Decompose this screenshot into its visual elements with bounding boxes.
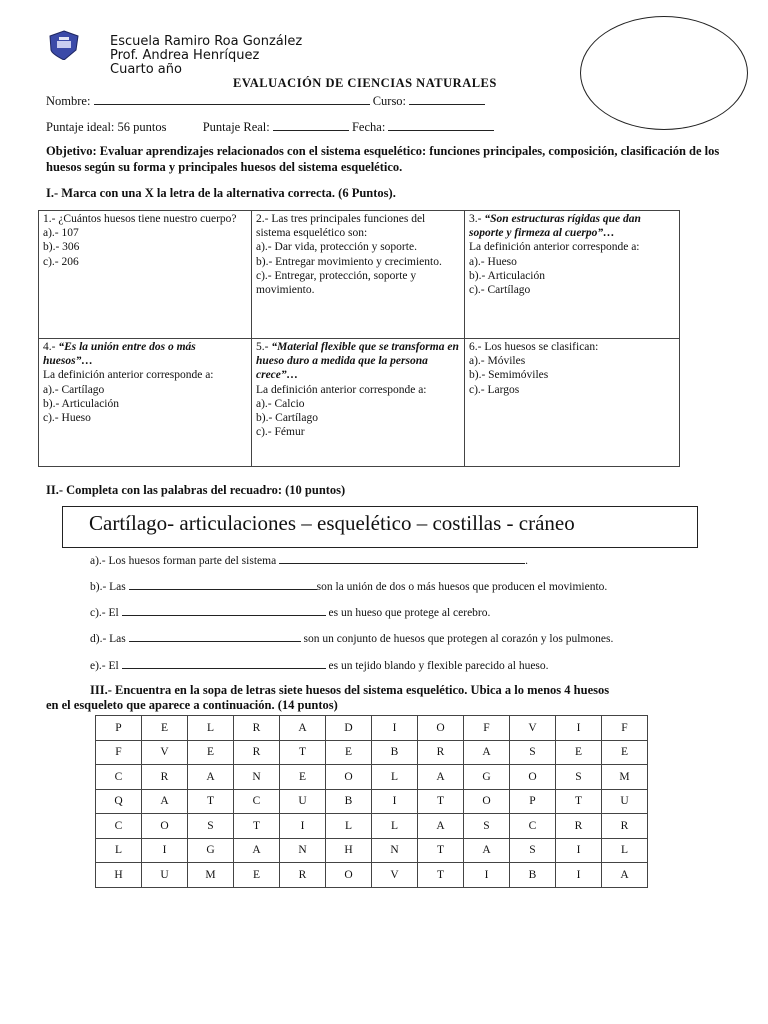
grid-cell[interactable]: O — [326, 765, 372, 790]
real-score-label: Puntaje Real: — [202, 120, 270, 134]
grid-cell[interactable]: L — [326, 814, 372, 839]
grid-cell[interactable]: P — [96, 716, 142, 741]
grid-cell[interactable]: F — [96, 740, 142, 765]
grid-cell[interactable]: R — [280, 863, 326, 888]
fill-text: . — [525, 555, 528, 567]
option[interactable]: c).- Fémur — [256, 426, 305, 439]
option[interactable]: a).- 107 — [43, 227, 79, 240]
question-2 — [252, 211, 465, 339]
grid-cell[interactable]: T — [280, 740, 326, 765]
grid-cell[interactable]: S — [188, 814, 234, 839]
fill-text: e).- El — [90, 660, 122, 672]
grid-cell[interactable]: T — [418, 789, 464, 814]
grid-row — [96, 789, 648, 814]
question-text: La definición anterior corresponde a: — [256, 383, 427, 396]
grid-cell[interactable]: Q — [96, 789, 142, 814]
grid-cell[interactable]: A — [602, 863, 648, 888]
grid-cell[interactable]: P — [510, 789, 556, 814]
question-5 — [252, 339, 465, 467]
grid-cell[interactable]: I — [464, 863, 510, 888]
grid-cell[interactable]: L — [188, 716, 234, 741]
fill-text: b).- Las — [90, 581, 129, 593]
fill-item-d — [90, 629, 613, 645]
score-oval — [580, 16, 748, 130]
question-number: 4.- — [43, 341, 59, 353]
question-text: 1.- ¿Cuántos huesos tiene nuestro cuerpo? — [43, 213, 237, 225]
grid-cell[interactable]: F — [602, 716, 648, 741]
grid-cell[interactable]: R — [234, 716, 280, 741]
word-box: Cartílago- articulaciones – esquelético – costillas - cráneo — [62, 506, 698, 548]
option[interactable]: b).- Cartílago — [256, 412, 318, 425]
grid-cell[interactable]: O — [418, 716, 464, 741]
question-4 — [39, 339, 252, 467]
grid-cell[interactable]: E — [188, 740, 234, 765]
question-text: La definición anterior corresponde a: — [43, 369, 214, 382]
grid-row — [96, 765, 648, 790]
grid-cell[interactable]: V — [510, 716, 556, 741]
option[interactable]: c).- 206 — [43, 255, 79, 268]
grid-cell[interactable]: O — [464, 789, 510, 814]
grid-cell[interactable]: D — [326, 716, 372, 741]
course-field[interactable] — [409, 92, 485, 105]
option[interactable]: a).- Cartílago — [43, 383, 105, 396]
grid-cell[interactable]: B — [372, 740, 418, 765]
grid-cell[interactable]: S — [510, 740, 556, 765]
grid-cell[interactable]: L — [372, 765, 418, 790]
fill-item-a — [90, 551, 528, 567]
fill-item-e — [90, 656, 549, 672]
fill-text: d).- Las — [90, 633, 129, 645]
grid-cell[interactable]: E — [280, 765, 326, 790]
grid-row — [96, 740, 648, 765]
grid-cell[interactable]: R — [556, 814, 602, 839]
fill-text: es un hueso que protege al cerebro. — [325, 607, 491, 619]
option[interactable]: a).- Hueso — [469, 255, 517, 268]
grid-cell[interactable]: T — [418, 838, 464, 863]
grid-cell[interactable]: N — [280, 838, 326, 863]
date-field[interactable] — [388, 118, 494, 131]
grid-cell[interactable]: L — [96, 838, 142, 863]
grid-cell[interactable]: E — [326, 740, 372, 765]
fill-text: son un conjunto de huesos que protegen al corazón y los pulmones. — [300, 633, 614, 645]
option[interactable]: b).- 306 — [43, 241, 80, 254]
option[interactable]: b).- Articulación — [43, 397, 120, 410]
question-6 — [465, 339, 680, 467]
option[interactable]: c).- Entregar, protección, soporte y movimiento. — [256, 269, 417, 297]
grid-cell[interactable]: C — [234, 789, 280, 814]
question-3 — [465, 211, 680, 339]
grid-cell[interactable]: E — [602, 740, 648, 765]
grid-cell[interactable]: V — [372, 863, 418, 888]
grid-cell[interactable]: I — [556, 863, 602, 888]
grid-cell[interactable]: A — [234, 838, 280, 863]
grid-cell[interactable]: U — [142, 863, 188, 888]
grid-cell[interactable]: A — [464, 740, 510, 765]
option[interactable]: a).- Calcio — [256, 397, 305, 410]
fill-blank[interactable] — [129, 629, 301, 642]
grid-cell[interactable]: O — [326, 863, 372, 888]
fill-text: son la unión de dos o más huesos que producen el movimiento. — [316, 581, 608, 593]
question-text: 6.- Los huesos se clasifican: — [469, 341, 599, 353]
section3-title-line1: III.- Encuentra en la sopa de letras siete huesos del sistema esquelético. Ubica a lo menos 4 huesos — [90, 683, 610, 697]
question-number: 3.- — [469, 213, 485, 225]
question-number: 5.- — [256, 341, 272, 353]
grid-cell[interactable]: V — [142, 740, 188, 765]
fill-blank[interactable] — [122, 603, 326, 616]
grid-cell[interactable]: E — [234, 863, 280, 888]
grid-cell[interactable]: L — [372, 814, 418, 839]
grid-cell[interactable]: O — [510, 765, 556, 790]
question-quote: “Material flexible que se transforma en hueso duro a medida que la persona crece”… — [256, 341, 459, 382]
grid-cell[interactable]: A — [464, 838, 510, 863]
question-quote: “Son estructuras rígidas que dan soporte y firmeza al cuerpo”… — [469, 213, 641, 240]
grid-cell[interactable]: H — [326, 838, 372, 863]
objective: Objetivo: Evaluar aprendizajes relacionados con el sistema esquelético: funciones principales, composición, clasificación de los huesos según su forma y principales huesos del sistema esquelético. — [46, 144, 720, 174]
word-search-grid — [95, 715, 648, 888]
grid-cell[interactable]: I — [556, 838, 602, 863]
grid-cell[interactable]: B — [326, 789, 372, 814]
score-row — [46, 118, 494, 135]
grid-cell[interactable]: R — [234, 740, 280, 765]
grid-cell[interactable]: U — [602, 789, 648, 814]
grid-cell[interactable]: T — [188, 789, 234, 814]
grid-cell[interactable]: A — [142, 789, 188, 814]
option[interactable]: c).- Largos — [469, 383, 520, 396]
grid-cell[interactable]: G — [464, 765, 510, 790]
grid-cell[interactable]: A — [418, 814, 464, 839]
grid-row — [96, 863, 648, 888]
grid-cell[interactable]: S — [510, 838, 556, 863]
grid-cell[interactable]: G — [188, 838, 234, 863]
grid-cell[interactable]: N — [234, 765, 280, 790]
fill-item-c — [90, 603, 490, 619]
grid-cell[interactable]: I — [142, 838, 188, 863]
grid-row — [96, 716, 648, 741]
grid-cell[interactable]: M — [188, 863, 234, 888]
grid-cell[interactable]: M — [602, 765, 648, 790]
option[interactable]: b).- Semimóviles — [469, 369, 549, 382]
grid-cell[interactable]: A — [280, 716, 326, 741]
fill-text: c).- El — [90, 607, 122, 619]
school-logo — [48, 30, 80, 60]
school-name: Escuela Ramiro Roa González — [110, 34, 303, 49]
exam-title: EVALUACIÓN DE CIENCIAS NATURALES — [233, 76, 497, 90]
grid-cell[interactable]: O — [142, 814, 188, 839]
name-field[interactable] — [94, 92, 370, 105]
option[interactable]: b).- Articulación — [469, 269, 546, 282]
section1-title: I.- Marca con una X la letra de la alternativa correcta. (6 Puntos). — [46, 186, 396, 200]
grid-cell[interactable]: B — [510, 863, 556, 888]
date-label: Fecha: — [351, 120, 386, 134]
option[interactable]: c).- Cartílago — [469, 284, 531, 297]
grid-cell[interactable]: H — [96, 863, 142, 888]
grid-cell[interactable]: T — [418, 863, 464, 888]
question-text: 2.- Las tres principales funciones del sistema esquelético son: — [256, 213, 426, 240]
grid-cell[interactable]: I — [372, 716, 418, 741]
grid-cell[interactable]: I — [556, 716, 602, 741]
grid-row — [96, 838, 648, 863]
grid-cell[interactable]: A — [418, 765, 464, 790]
question-text: La definición anterior corresponde a: — [469, 241, 640, 254]
grid-cell[interactable]: I — [372, 789, 418, 814]
option[interactable]: b).- Entregar movimiento y crecimiento. — [256, 255, 442, 268]
fill-blank[interactable] — [279, 551, 525, 564]
grid-cell[interactable]: T — [556, 789, 602, 814]
fill-blank[interactable] — [122, 656, 326, 669]
grid-cell[interactable]: E — [556, 740, 602, 765]
questions-table — [38, 210, 680, 467]
option[interactable]: c).- Hueso — [43, 412, 91, 425]
question-quote: “Es la unión entre dos o más huesos”… — [43, 341, 196, 368]
grid-cell[interactable]: S — [556, 765, 602, 790]
grid-cell[interactable]: A — [188, 765, 234, 790]
course-label: Curso: — [372, 94, 407, 108]
grade-level: Cuarto año — [110, 62, 182, 77]
grid-cell[interactable]: I — [280, 814, 326, 839]
section3-title-line2: en el esqueleto que aparece a continuación. (14 puntos) — [46, 698, 338, 712]
grid-cell[interactable]: F — [464, 716, 510, 741]
name-label: Nombre: — [46, 94, 91, 108]
question-1 — [39, 211, 252, 339]
ideal-score: Puntaje ideal: 56 puntos — [46, 120, 167, 134]
option[interactable]: a).- Móviles — [469, 355, 526, 368]
fill-item-b — [90, 577, 607, 593]
grid-cell[interactable]: T — [234, 814, 280, 839]
grid-cell[interactable]: R — [418, 740, 464, 765]
grid-cell[interactable]: C — [96, 765, 142, 790]
fill-blank[interactable] — [129, 577, 317, 590]
grid-cell[interactable]: C — [96, 814, 142, 839]
option[interactable]: a).- Dar vida, protección y soporte. — [256, 241, 417, 254]
fill-text: es un tejido blando y flexible parecido al hueso. — [325, 660, 549, 672]
grid-cell[interactable]: R — [142, 765, 188, 790]
grid-cell[interactable]: L — [602, 838, 648, 863]
grid-cell[interactable]: S — [464, 814, 510, 839]
name-row — [46, 92, 485, 109]
grid-cell[interactable]: E — [142, 716, 188, 741]
grid-cell[interactable]: C — [510, 814, 556, 839]
grid-row — [96, 814, 648, 839]
real-score-field[interactable] — [273, 118, 349, 131]
grid-cell[interactable]: R — [602, 814, 648, 839]
fill-text: a).- Los huesos forman parte del sistema — [90, 555, 280, 567]
grid-cell[interactable]: U — [280, 789, 326, 814]
teacher-name: Prof. Andrea Henríquez — [110, 48, 260, 63]
grid-cell[interactable]: N — [372, 838, 418, 863]
section2-title: II.- Completa con las palabras del recuadro: (10 puntos) — [46, 483, 346, 497]
